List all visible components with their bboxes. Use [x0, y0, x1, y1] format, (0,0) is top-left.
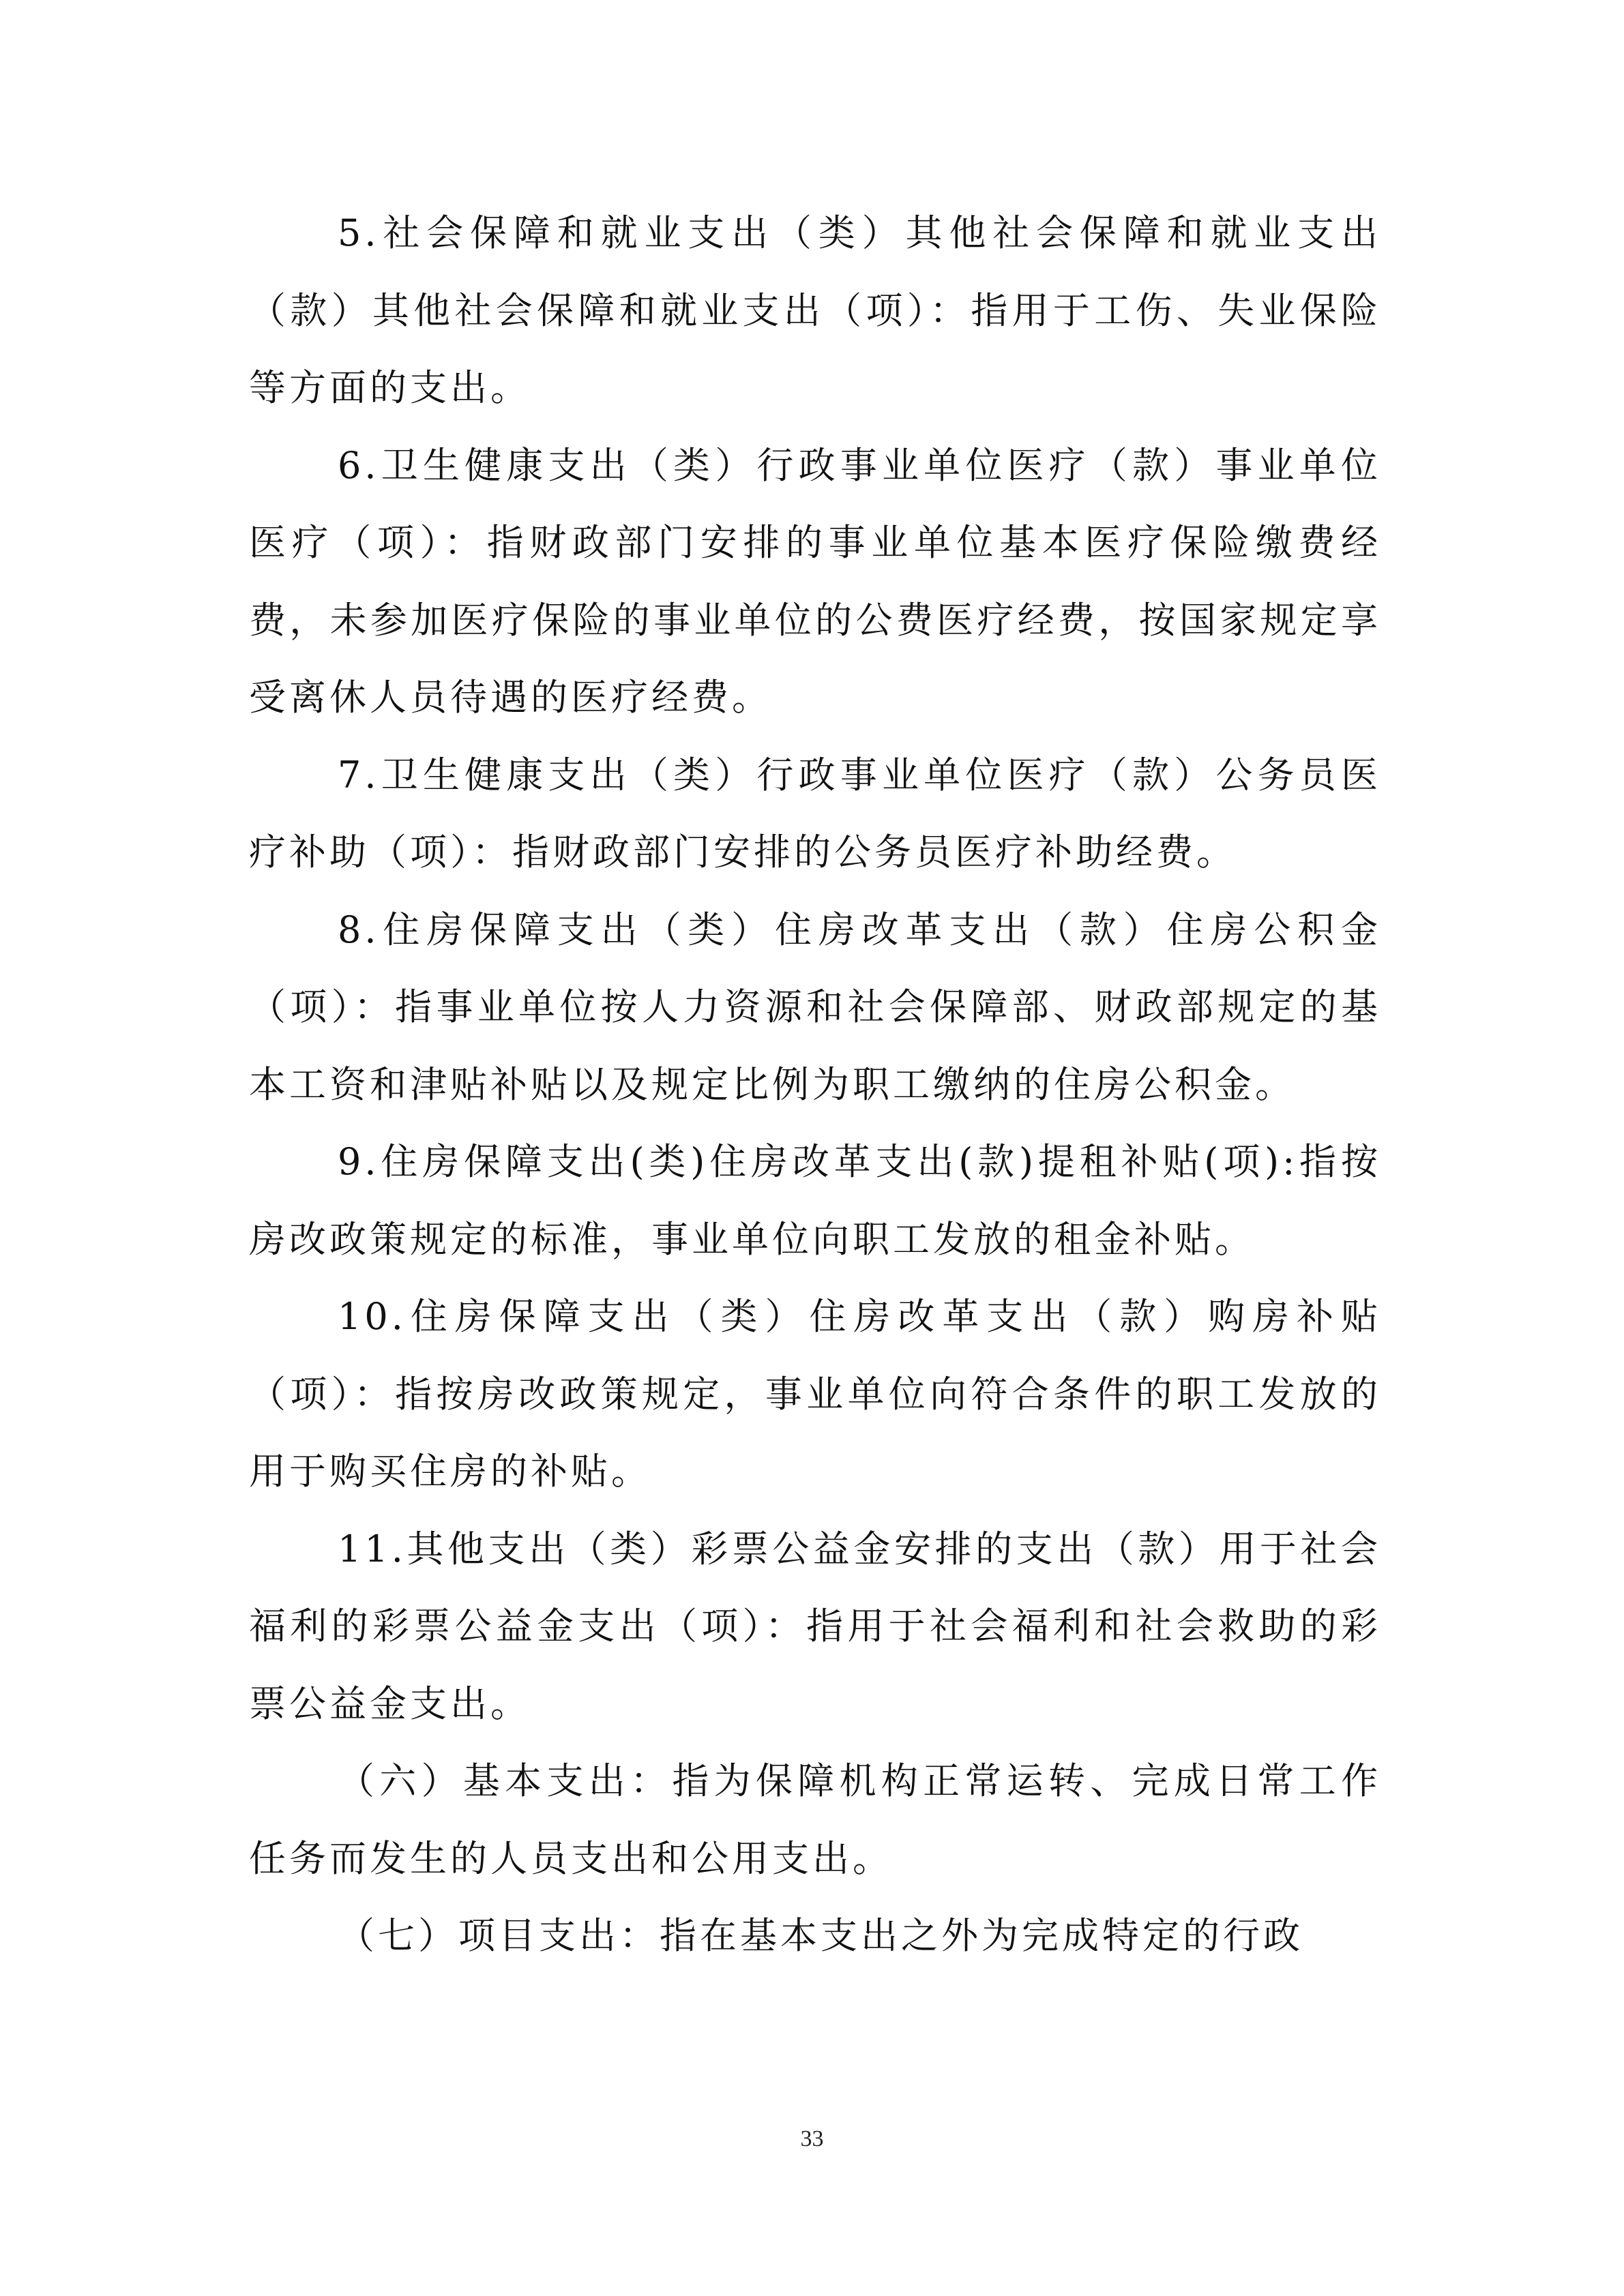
- body-text: [249, 194, 1381, 1975]
- paragraph-item-11: 11.其他支出（类）彩票公益金安排的支出（款）用于社会福利的彩票公益金支出（项）：指用于社会福利和社会救助的彩票公益金支出。: [249, 1527, 1381, 1725]
- paragraph-item-6: 6.卫生健康支出（类）行政事业单位医疗（款）事业单位医疗（项）：指财政部门安排的事业单位基本医疗保险缴费经费，未参加医疗保险的事业单位的公费医疗经费，按国家规定享受离休人员待遇的医疗经费。: [249, 443, 1381, 719]
- paragraph-item-8: 8.住房保障支出（类）住房改革支出（款）住房公积金（项）：指事业单位按人力资源和社会保障部、财政部规定的基本工资和津贴补贴以及规定比例为职工缴纳的住房公积金。: [249, 908, 1381, 1106]
- paragraph-item-9: 9.住房保障支出(类)住房改革支出(款)提租补贴(项):指按房改政策规定的标准，事业单位向职工发放的租金补贴。: [249, 1140, 1381, 1261]
- paragraph-basic-expenditure: （六）基本支出：指为保障机构正常运转、完成日常工作任务而发生的人员支出和公用支出。: [249, 1759, 1381, 1880]
- paragraph-item-5: 5.社会保障和就业支出（类）其他社会保障和就业支出（款）其他社会保障和就业支出（项）：指用于工伤、失业保险等方面的支出。: [249, 211, 1381, 409]
- paragraph-project-expenditure: （七）项目支出：指在基本支出之外为完成特定的行政: [338, 1914, 1303, 1957]
- page-number: 33: [800, 2126, 824, 2151]
- paragraph-item-10: 10.住房保障支出（类）住房改革支出（款）购房补贴（项）：指按房改政策规定，事业单位向符合条件的职工发放的用于购买住房的补贴。: [249, 1295, 1381, 1493]
- paragraph-item-7: 7.卫生健康支出（类）行政事业单位医疗（款）公务员医疗补助（项）：指财政部门安排的公务员医疗补助经费。: [249, 753, 1381, 874]
